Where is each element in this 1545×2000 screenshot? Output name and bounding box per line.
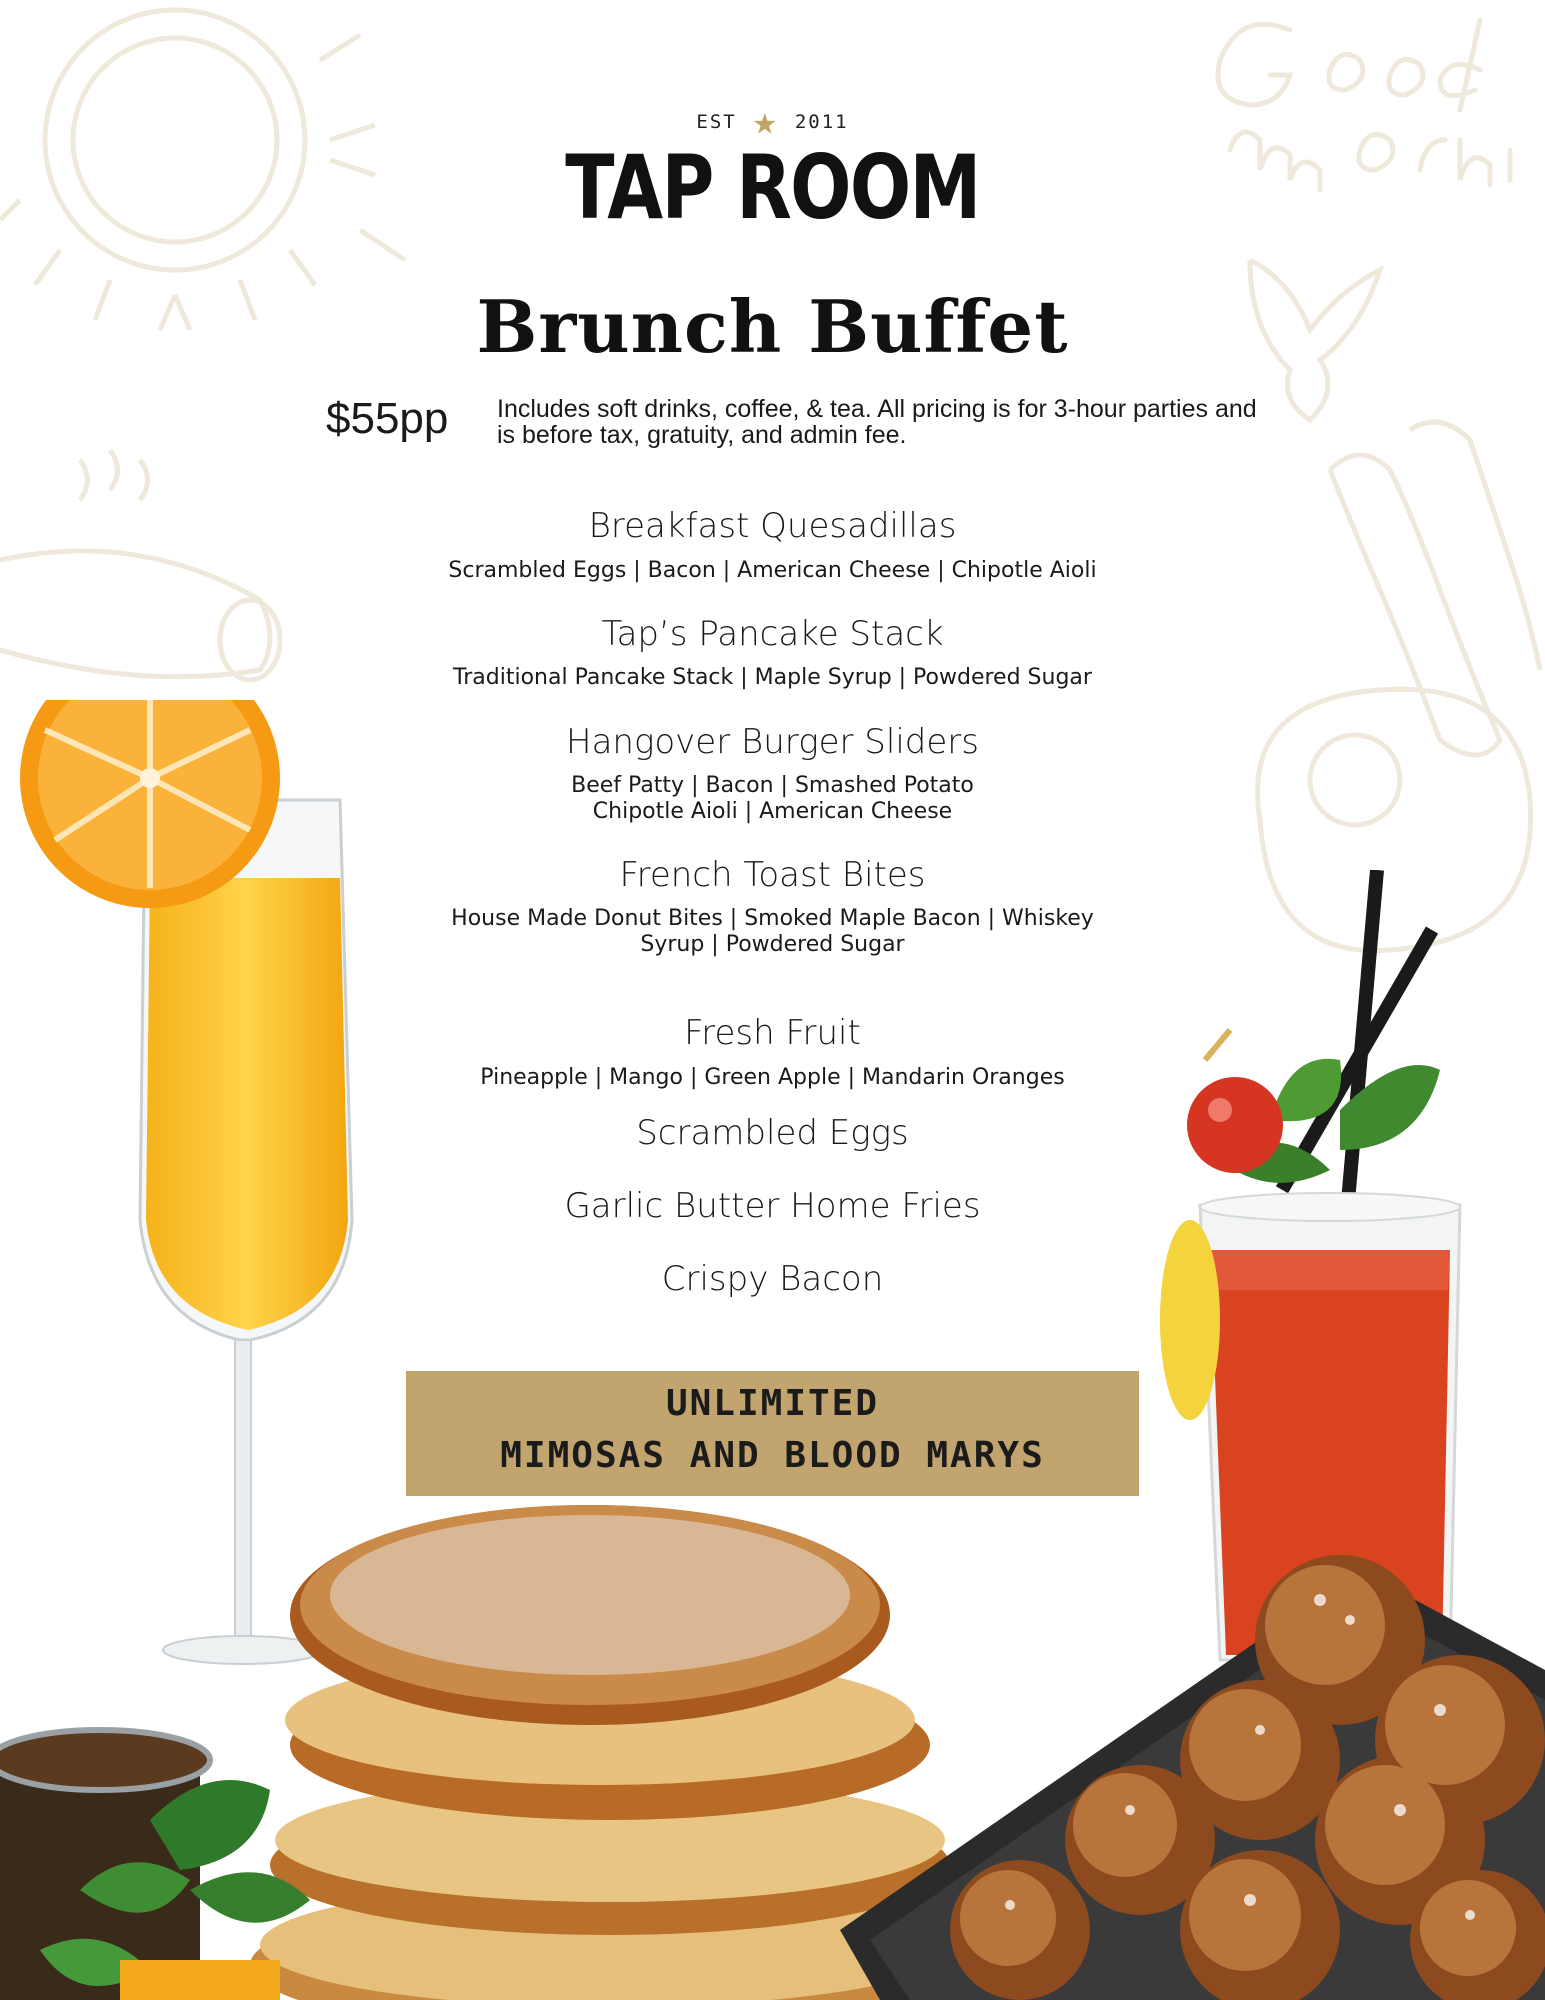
menu-item-name: Crispy Bacon (661, 1259, 884, 1299)
menu-item-desc: Pineapple | Mango | Green Apple | Mandarin Oranges (480, 1065, 1065, 1090)
star-icon: ★ (752, 98, 779, 144)
banner-line-2: MIMOSAS AND BLOOD MARYS (500, 1435, 1045, 1476)
menu-item-name: French Toast Bites (619, 855, 926, 895)
menu-item-desc: Syrup | Powdered Sugar (640, 932, 905, 957)
brand-logo: TAP ROOM (565, 136, 980, 239)
syrup-and-mint-image (0, 1690, 330, 2000)
menu-item-name: Fresh Fruit (684, 1013, 861, 1053)
menu-item-desc: Beef Patty | Bacon | Smashed Potato (571, 773, 974, 798)
menu-item-desc: Chipotle Aioli | American Cheese (592, 799, 953, 824)
menu-item-desc: House Made Donut Bites | Smoked Maple Bacon | Whiskey (451, 906, 1094, 931)
menu-item-name: Breakfast Quesadillas (588, 506, 957, 546)
menu-item-name: Hangover Burger Sliders (566, 722, 979, 762)
est-label: EST (696, 111, 737, 133)
price: $55pp (326, 394, 449, 443)
donut-bites-image (840, 1510, 1545, 2000)
menu-title: Brunch Buffet (476, 284, 1069, 369)
price-note: Includes soft drinks, coffee, & tea. All pricing is for 3-hour parties and is before tax, gratuity, and admin fee. (497, 395, 1257, 449)
menu-item-desc: Scrambled Eggs | Bacon | American Cheese | Chipotle Aioli (448, 558, 1097, 583)
est-year: 2011 (794, 111, 849, 133)
menu-item-desc: Traditional Pancake Stack | Maple Syrup | Powdered Sugar (453, 665, 1092, 690)
menu-item-name: Scrambled Eggs (636, 1113, 909, 1153)
banner-line-1: UNLIMITED (665, 1383, 880, 1424)
menu-item-name: Tap’s Pancake Stack (601, 614, 944, 654)
unlimited-drinks-banner (406, 1371, 1139, 1496)
menu-item-name: Garlic Butter Home Fries (564, 1186, 981, 1226)
